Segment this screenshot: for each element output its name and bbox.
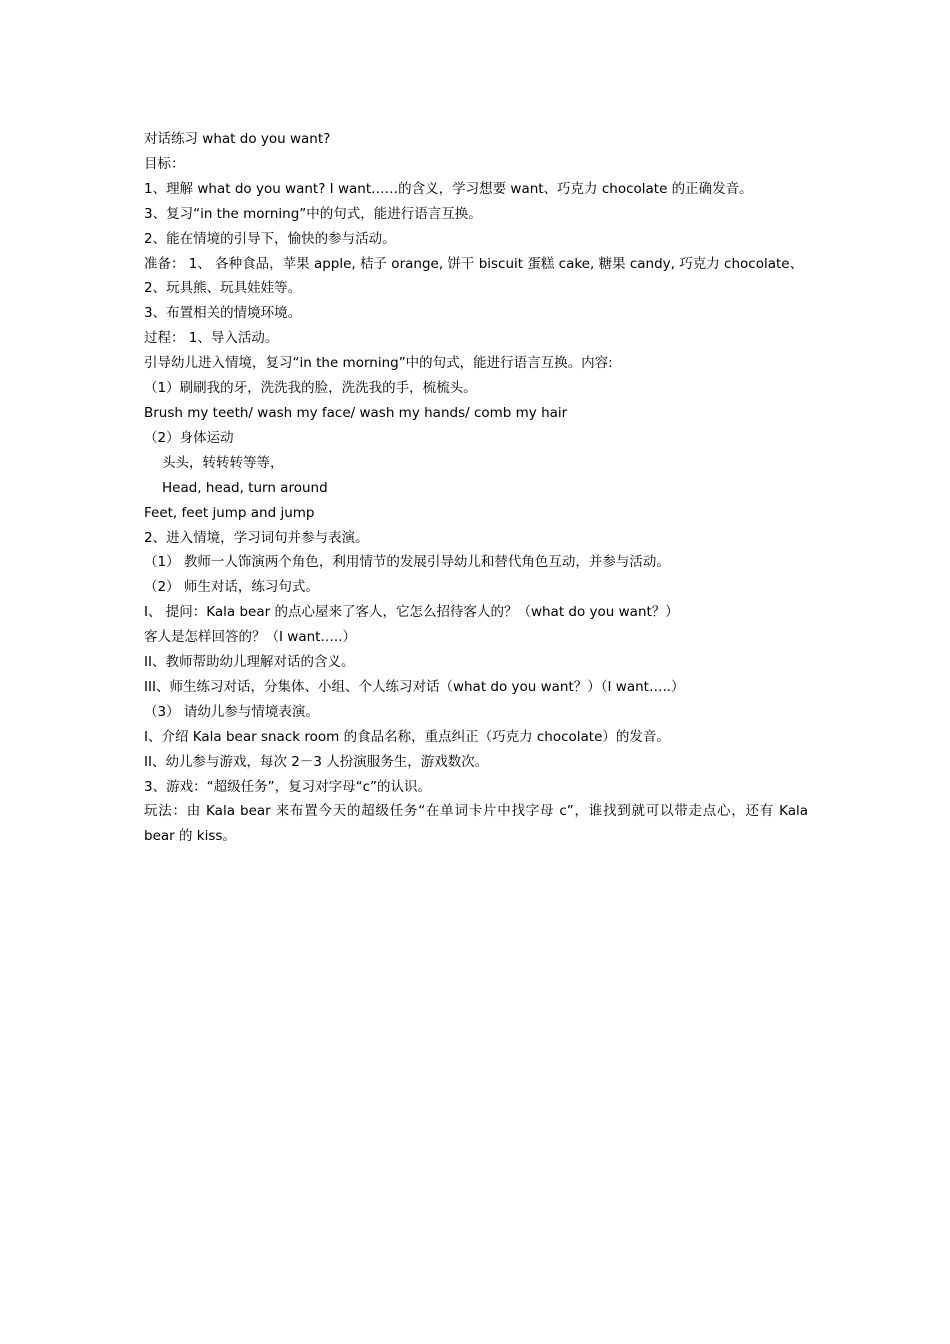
game-rules: 玩法：由 Kala bear 来布置今天的超级任务“在单词卡片中找字母 c”，谁找到就可以带走点心，还有 Kala bear 的 kiss。 <box>144 803 808 845</box>
question-3: III、师生练习对话，分集体、小组、个人练习对话（what do you want？）（I want…..） <box>144 678 685 695</box>
preparation-item-1: 准备： 1、 各种食品，苹果 apple, 桔子 orange, 饼干 biscuit 蛋糕 cake, 糖果 candy, 巧克力 chocolate、 <box>144 255 804 272</box>
question-2: II、教师帮助幼儿理解对话的含义。 <box>144 654 355 671</box>
question-1-answer: 客人是怎样回答的？（I want…..） <box>144 629 357 646</box>
goals-heading: 目标： <box>144 155 185 172</box>
step-2-item-2: （2） 师生对话，练习句式。 <box>144 579 319 596</box>
game-heading: 3、游戏：“超级任务”，复习对字母“c”的认识。 <box>144 778 431 795</box>
preparation-item-3: 3、布置相关的情境环境。 <box>144 305 302 322</box>
question-1: I、 提问：Kala bear 的点心屋来了客人，它怎么招待客人的？（what do you want？） <box>144 604 679 621</box>
activity-1-chinese: （1）刷刷我的牙，洗洗我的脸，洗洗我的手，梳梳头。 <box>144 380 477 397</box>
preparation-item-2: 2、玩具熊、玩具娃娃等。 <box>144 280 302 297</box>
step-2-item-1: （1） 教师一人饰演两个角色，利用情节的发展引导幼儿和替代角色互动，并参与活动。 <box>144 554 670 571</box>
performance-item-1: I、介绍 Kala bear snack room 的食品名称，重点纠正（巧克力 chocolate）的发音。 <box>144 728 670 745</box>
performance-item-2: II、幼儿参与游戏，每次 2－3 人扮演服务生，游戏数次。 <box>144 753 489 770</box>
activity-2-english-1: Head, head, turn around <box>162 479 328 496</box>
activity-2-heading: （2）身体运动 <box>144 429 234 446</box>
goal-item-2: 2、能在情境的引导下，愉快的参与活动。 <box>144 230 396 247</box>
process-heading: 过程： 1、导入活动。 <box>144 330 279 347</box>
activity-1-english: Brush my teeth/ wash my face/ wash my hands/ comb my hair <box>144 404 568 421</box>
document-title: 对话练习 what do you want? <box>144 131 331 147</box>
goal-item-3: 3、复习“in the morning”中的句式，能进行语言互换。 <box>144 205 482 222</box>
activity-2-english-2: Feet, feet jump and jump <box>144 504 315 521</box>
step-2-heading: 2、进入情境，学习词句并参与表演。 <box>144 529 369 546</box>
goal-item-1: 1、理解 what do you want? I want……的含义，学习想要 want、巧克力 chocolate 的正确发音。 <box>144 180 753 197</box>
activity-2-chinese: 头头，转转转等等， <box>162 454 284 471</box>
process-intro: 引导幼儿进入情境，复习“in the morning”中的句式，能进行语言互换。内容: <box>144 355 613 372</box>
step-2-item-3: （3） 请幼儿参与情境表演。 <box>144 703 319 720</box>
document-body <box>144 127 808 849</box>
